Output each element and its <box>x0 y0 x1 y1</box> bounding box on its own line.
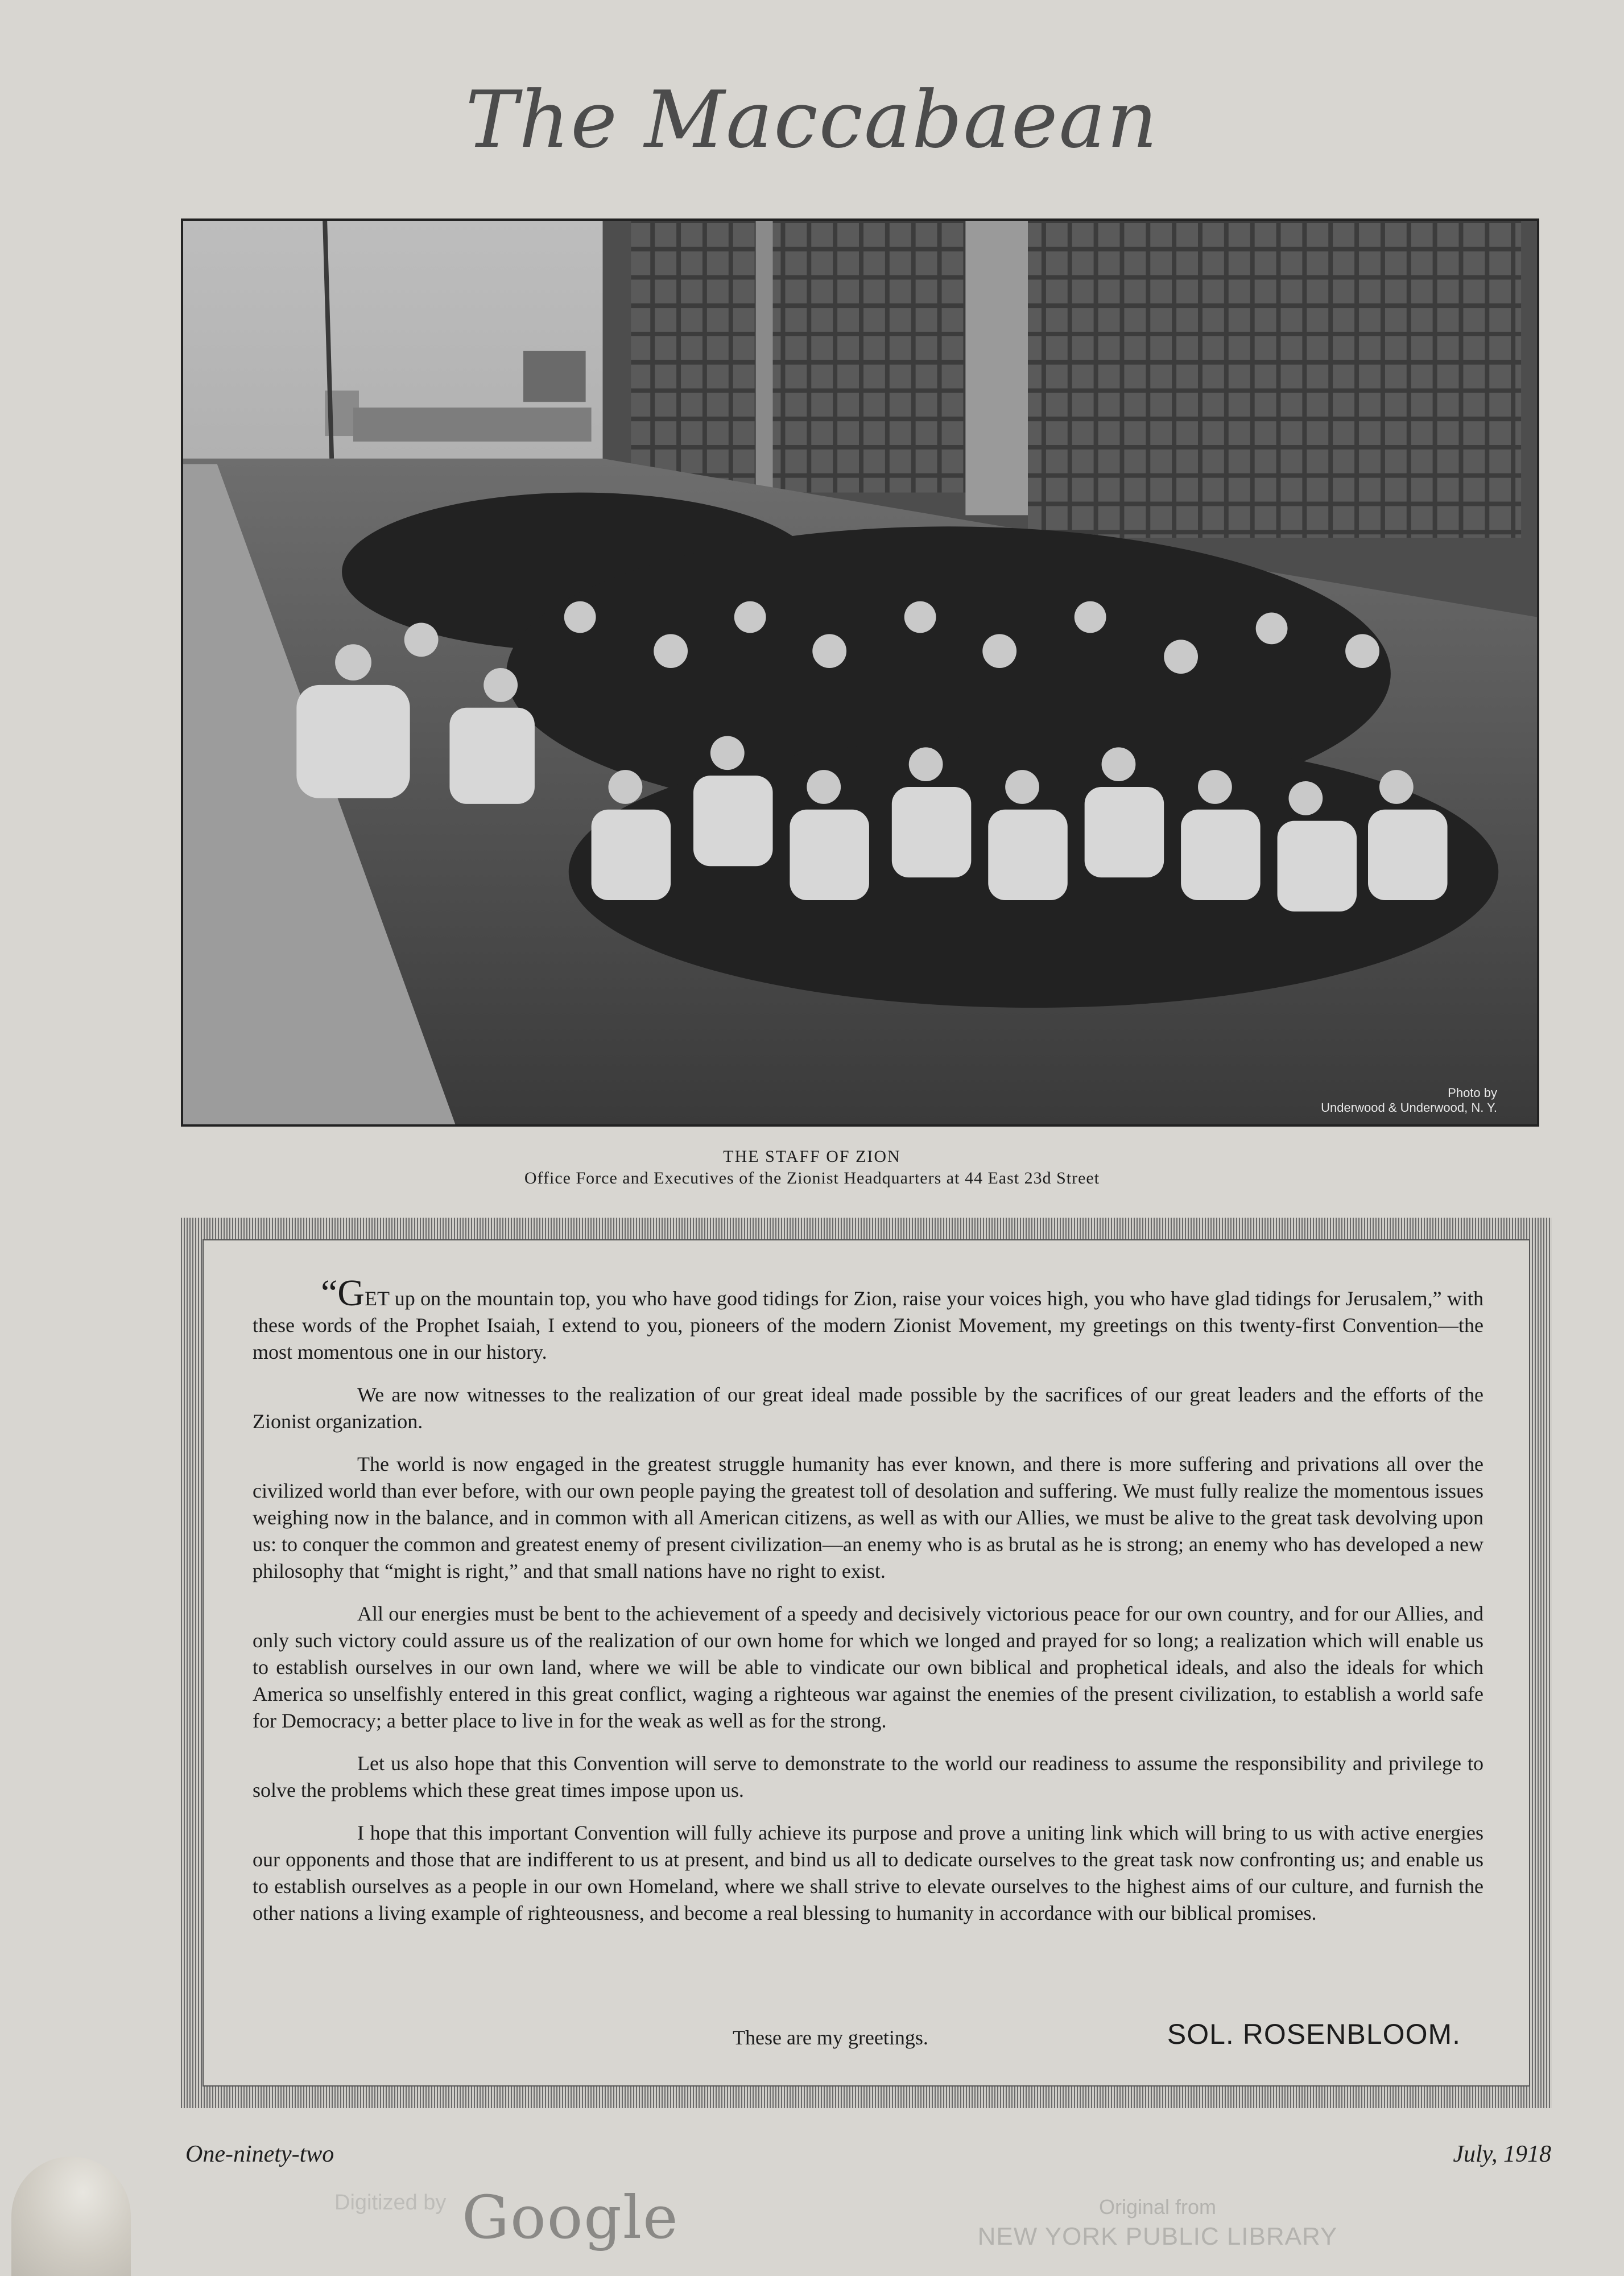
letter-paragraph-4: All our energies must be bent to the achievement of a speedy and decisively victorious peace for our own country, and for our Allies, and only such victory could assure us of the realization of our own home for which we longed and prayed for so long; a realization which will enable us to establish ourselves in our own land, where we will be able to vindicate our own biblical and prophetical ideals, and also the ideals for which America so unselfishly entered in this great conflict, waging a righteous war against the enemies of the present civilization, to establish a world safe for Democracy; a better place to live in for the weak as well as for the strong. <box>253 1602 1483 1732</box>
digitized-by-label: Digitized by <box>334 2191 447 2215</box>
photo-credit-line1: Photo by <box>1448 1086 1497 1100</box>
google-logo: Google <box>462 2183 679 2252</box>
photo-credit-line2: Underwood & Underwood, N. Y. <box>1321 1100 1497 1115</box>
letter-paragraph-5: Let us also hope that this Convention will serve to demonstrate to the world our readiness to assume the responsibility and privilege to solve the problems which these great times impose upon us. <box>253 1752 1483 1801</box>
library-name: NEW YORK PUBLIC LIBRARY <box>977 2223 1338 2250</box>
letter-body <box>203 1239 1530 2087</box>
photo-caption-subtitle: Office Force and Executives of the Zionist Headquarters at 44 East 23d Street <box>524 1169 1100 1188</box>
page-number: One-ninety-two <box>185 2141 334 2167</box>
photo-credit <box>1321 1086 1497 1115</box>
signature: SOL. ROSENBLOOM. <box>1167 2018 1461 2050</box>
closing-line: These are my greetings. <box>733 2026 928 2049</box>
signature-row <box>253 2018 1483 2061</box>
letter-paragraph-2: We are now witnesses to the realization of our great ideal made possible by the sacrifices of our great leaders and the efforts of the Zionist organization. <box>253 1383 1483 1433</box>
masthead-title: The Maccabaean <box>465 74 1159 166</box>
staff-photo-illustration <box>183 221 1537 1124</box>
letter-paragraph-6: I hope that this important Convention will fully achieve its purpose and prove a uniting link which will bring to us with active energies our opponents and those that are indifferent to us at present, and bind us all to dedicate ourselves to the great task now confronting us; and enable us to establish ourselves as a people in our own Homeland, where we shall strive to elevate ourselves to the highest aims of our culture, and furnish the other nations a living example of righteousness, and become a real blessing to humanity in accordance with our biblical promises. <box>253 1821 1483 1924</box>
group-photo <box>181 218 1539 1127</box>
original-from-label: Original from <box>1098 2195 1217 2219</box>
photo-caption-title: THE STAFF OF ZION <box>723 1147 901 1166</box>
drop-cap: “G <box>321 1272 365 1314</box>
letter-border <box>181 1218 1552 2108</box>
letter-paragraph-1 <box>253 1272 1483 1366</box>
letter-paragraph-3: The world is now engaged in the greatest struggle humanity has ever known, and there is more suffering and privations all over the civilized world than ever before, with our own people paying the greatest toll of desolation and suffering. We must fully realize the momentous issues weighing now in the balance, and in common with all American citizens, as well as with our Allies, we must be alive to the great task devolving upon us: to conquer the common and greatest enemy of present civilization—an enemy who is as brutal as he is strong; an enemy who has developed a new philosophy that “might is right,” and that small nations have no right to exist. <box>253 1453 1483 1582</box>
paragraph-text: ET up on the mountain top, you who have good tidings for Zion, raise your voices high, you who have glad tidings for Jerusalem,” with these words of the Prophet Isaiah, I extend to you, pioneers of the modern Zionist Movement, my greetings on this twenty-first Convention—the most momentous one in our history. <box>253 1287 1483 1363</box>
issue-date: July, 1918 <box>1453 2141 1551 2167</box>
